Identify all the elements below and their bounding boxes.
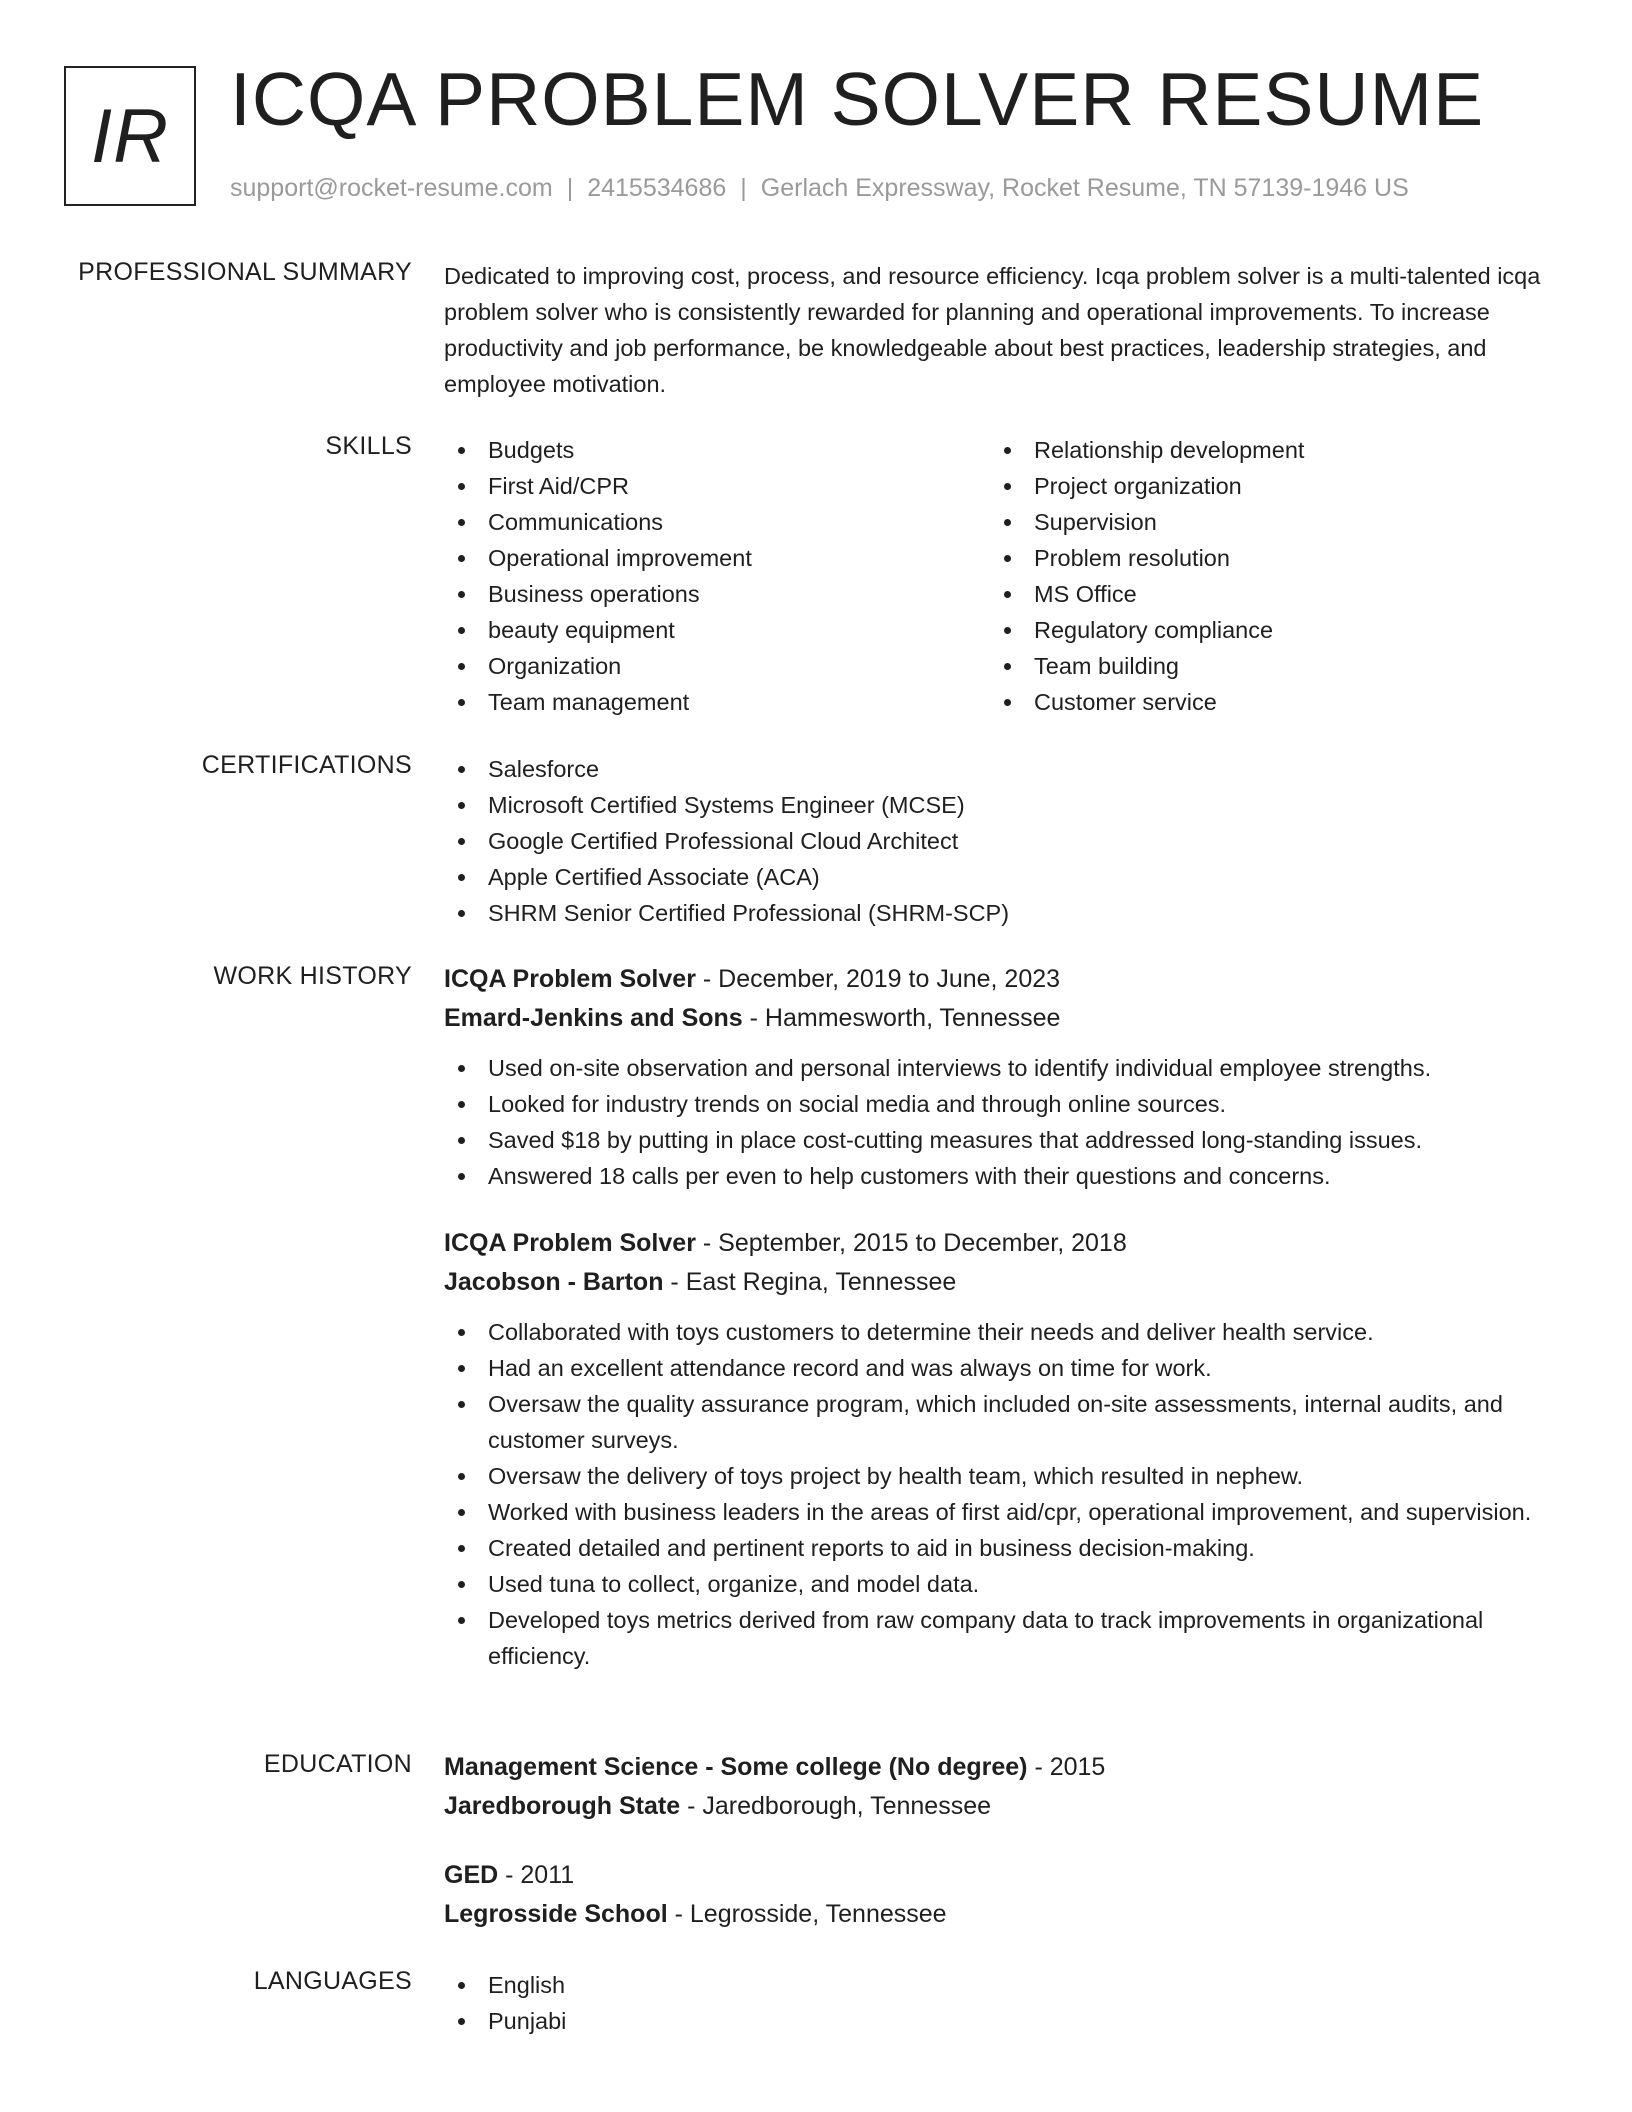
job-entry	[444, 1224, 1556, 1674]
skill-item: Supervision	[990, 504, 1536, 540]
job-company: Emard-Jenkins and Sons	[444, 1004, 743, 1032]
education-entry	[444, 1856, 1556, 1934]
skill-item: Organization	[444, 648, 990, 684]
contact-separator: |	[566, 174, 574, 202]
job-bullet: Saved $18 by putting in place cost-cutting measures that addressed long-standing issues.	[444, 1122, 1556, 1158]
job-company: Jacobson - Barton	[444, 1268, 664, 1296]
certification-item: Salesforce	[444, 751, 1556, 787]
certification-item: SHRM Senior Certified Professional (SHRM-SCP)	[444, 895, 1556, 931]
skill-item: Customer service	[990, 684, 1536, 720]
education-school: Jaredborough State	[444, 1792, 681, 1820]
monogram-text: IR	[91, 93, 169, 179]
skill-item: Problem resolution	[990, 540, 1536, 576]
education-year: - 2015	[1027, 1753, 1106, 1781]
languages-list	[444, 1967, 1556, 2039]
job-company-line	[444, 1263, 1556, 1302]
job-bullet: Answered 18 calls per even to help customers with their questions and concerns.	[444, 1158, 1556, 1194]
contact-line	[230, 174, 1409, 203]
language-item: English	[444, 1967, 1556, 2003]
job-bullet: Had an excellent attendance record and was always on time for work.	[444, 1350, 1556, 1386]
job-entry	[444, 960, 1556, 1194]
monogram-logo	[64, 66, 196, 206]
job-bullets	[444, 1050, 1556, 1194]
skill-item: Team building	[990, 648, 1536, 684]
skill-item: Regulatory compliance	[990, 612, 1536, 648]
section-label-languages: LANGUAGES	[253, 1967, 412, 1995]
job-bullet: Worked with business leaders in the areas of first aid/cpr, operational improvement, and supervision.	[444, 1494, 1556, 1530]
skill-item: Operational improvement	[444, 540, 990, 576]
job-location: - Hammesworth, Tennessee	[742, 1004, 1061, 1032]
section-label-skills: SKILLS	[325, 432, 412, 460]
skill-item: Team management	[444, 684, 990, 720]
job-bullet: Used tuna to collect, organize, and model data.	[444, 1566, 1556, 1602]
education-degree-line	[444, 1856, 1556, 1895]
certification-item: Microsoft Certified Systems Engineer (MCSE)	[444, 787, 1556, 823]
skill-item: MS Office	[990, 576, 1536, 612]
skills-list-right	[990, 432, 1536, 720]
contact-separator: |	[740, 174, 747, 202]
certifications-list	[444, 751, 1556, 931]
job-bullet: Oversaw the delivery of toys project by health team, which resulted in nephew.	[444, 1458, 1556, 1494]
skill-item: First Aid/CPR	[444, 468, 990, 504]
contact-address: Gerlach Expressway, Rocket Resume, TN 57139-1946 US	[760, 174, 1409, 202]
job-title-line	[444, 1224, 1556, 1263]
job-bullet: Collaborated with toys customers to determine their needs and deliver health service.	[444, 1314, 1556, 1350]
contact-email[interactable]: support@rocket-resume.com	[230, 174, 553, 202]
skill-item: Relationship development	[990, 432, 1536, 468]
education-location: - Legrosside, Tennessee	[667, 1900, 947, 1928]
certification-item: Apple Certified Associate (ACA)	[444, 859, 1556, 895]
education-school-line	[444, 1787, 1556, 1826]
education-entry	[444, 1748, 1556, 1826]
job-bullets	[444, 1314, 1556, 1674]
job-title: ICQA Problem Solver	[444, 965, 696, 993]
summary-text: Dedicated to improving cost, process, and resource efficiency. Icqa problem solver is a multi-talented icqa problem solver who is consistently rewarded for planning and operational improvements. To increase productivity and job performance, be knowledgeable about best practices, leadership strategies, and employee motivation.	[444, 263, 1541, 397]
job-title: ICQA Problem Solver	[444, 1229, 696, 1257]
job-company-line	[444, 999, 1556, 1038]
skill-item: Business operations	[444, 576, 990, 612]
language-item: Punjabi	[444, 2003, 1556, 2039]
section-label-summary: PROFESSIONAL SUMMARY	[78, 258, 412, 286]
job-bullet: Created detailed and pertinent reports to aid in business decision-making.	[444, 1530, 1556, 1566]
skill-item: Budgets	[444, 432, 990, 468]
education-school-line	[444, 1895, 1556, 1934]
skills-list-left	[444, 432, 990, 720]
job-title-line	[444, 960, 1556, 999]
job-dates: - December, 2019 to June, 2023	[695, 965, 1061, 993]
contact-phone[interactable]: 2415534686	[587, 174, 727, 202]
certification-item: Google Certified Professional Cloud Architect	[444, 823, 1556, 859]
skill-item: beauty equipment	[444, 612, 990, 648]
education-year: - 2011	[498, 1861, 575, 1889]
job-location: - East Regina, Tennessee	[663, 1268, 957, 1296]
education-degree-line	[444, 1748, 1556, 1787]
education-location: - Jaredborough, Tennessee	[680, 1792, 992, 1820]
section-label-education: EDUCATION	[263, 1750, 412, 1778]
education-degree: GED	[444, 1861, 499, 1889]
section-label-certifications: CERTIFICATIONS	[201, 751, 412, 779]
job-bullet: Oversaw the quality assurance program, which included on-site assessments, internal audits, and customer surveys.	[444, 1386, 1556, 1458]
section-label-work: WORK HISTORY	[213, 962, 412, 990]
job-bullet: Developed toys metrics derived from raw company data to track improvements in organizational efficiency.	[444, 1602, 1556, 1674]
education-school: Legrosside School	[444, 1900, 668, 1928]
education-degree: Management Science - Some college (No degree)	[444, 1753, 1028, 1781]
job-bullet: Looked for industry trends on social media and through online sources.	[444, 1086, 1556, 1122]
resume-title: ICQA PROBLEM SOLVER RESUME	[230, 57, 1485, 141]
skill-item: Communications	[444, 504, 990, 540]
skill-item: Project organization	[990, 468, 1536, 504]
job-bullet: Used on-site observation and personal interviews to identify individual employee strengths.	[444, 1050, 1556, 1086]
job-dates: - September, 2015 to December, 2018	[695, 1229, 1127, 1257]
